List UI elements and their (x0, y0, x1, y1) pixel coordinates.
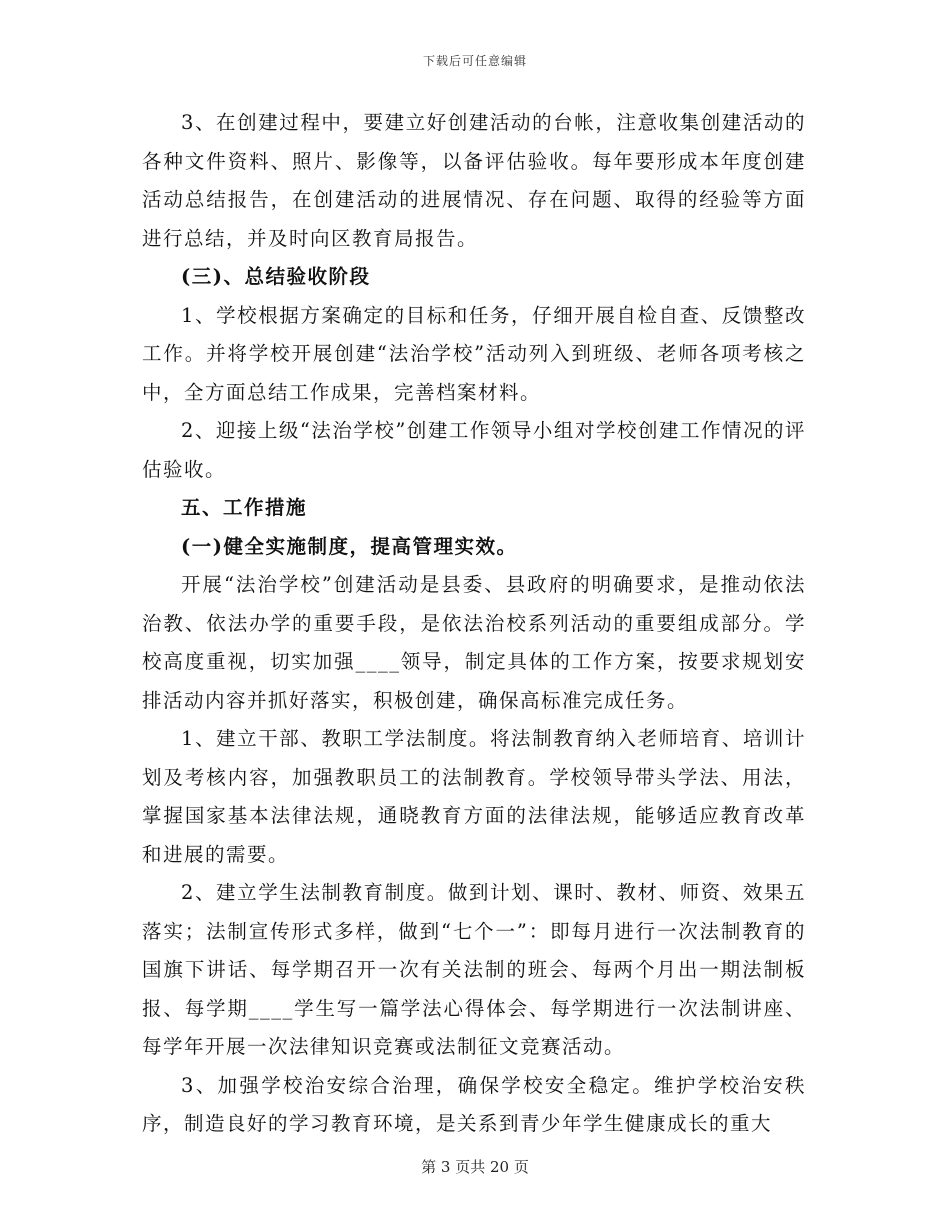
paragraph-intro-measures: 开展“法治学校”创建活动是县委、县政府的明确要求，是推动依法治教、依法办学的重要手段，是依法治校系列活动的重要组成部分。学校高度重视，切实加强____领导，制定具体的工作方案，按要求规划安排活动内容并抓好落实，积极创建，确保高标准完成任务。 (142, 573, 806, 712)
paragraph-archive-records: 3、在创建过程中，要建立好创建活动的台帐，注意收集创建活动的各种文件资料、照片、影像等，以备评估验收。每年要形成本年度创建活动总结报告，在创建活动的进展情况、存在问题、取得的经验等方面进行总结，并及时向区教育局报告。 (142, 111, 806, 250)
document-body (142, 104, 806, 1144)
paragraph-student-law-education: 2、建立学生法制教育制度。做到计划、课时、教材、师资、效果五落实；法制宣传形式多样，做到“七个一”：即每月进行一次法制教育的国旗下讲话、每学期召开一次有关法制的班会、每两个月出一期法制板报、每学期____学生写一篇学法心得体会、每学期进行一次法制讲座、每学年开展一次法律知识竞赛或法制征文竞赛活动。 (142, 881, 806, 1058)
paragraph-self-check: 1、学校根据方案确定的目标和任务，仔细开展自检自查、反馈整改工作。并将学校开展创建“法治学校”活动列入到班级、老师各项考核之中，全方面总结工作成果，完善档案材料。 (142, 303, 806, 404)
paragraph-school-security: 3、加强学校治安综合治理，确保学校安全稳定。维护学校治安秩序，制造良好的学习教育环境，是关系到青少年学生健康成长的重大 (142, 1073, 806, 1135)
page-header: 下载后可任意编辑 (422, 54, 527, 68)
subsection-heading-system: (一)健全实施制度，提高管理实效。 (181, 534, 518, 558)
paragraph-staff-law-study: 1、建立干部、教职工学法制度。将法制教育纳入老师培育、培训计划及考核内容，加强教职员工的法制教育。学校领导带头学法、用法，掌握国家基本法律法规，通晓教育方面的法律法规，能够适应教育改革和进展的需要。 (142, 727, 806, 866)
section-heading-work-measures: 五、工作措施 (181, 496, 308, 519)
page-footer: 第 3 页共 20 页 (421, 1158, 529, 1176)
section-heading-summary-acceptance: (三)、总结验收阶段 (181, 265, 371, 288)
paragraph-evaluation: 2、迎接上级“法治学校”创建工作领导小组对学校创建工作情况的评估验收。 (142, 419, 806, 481)
